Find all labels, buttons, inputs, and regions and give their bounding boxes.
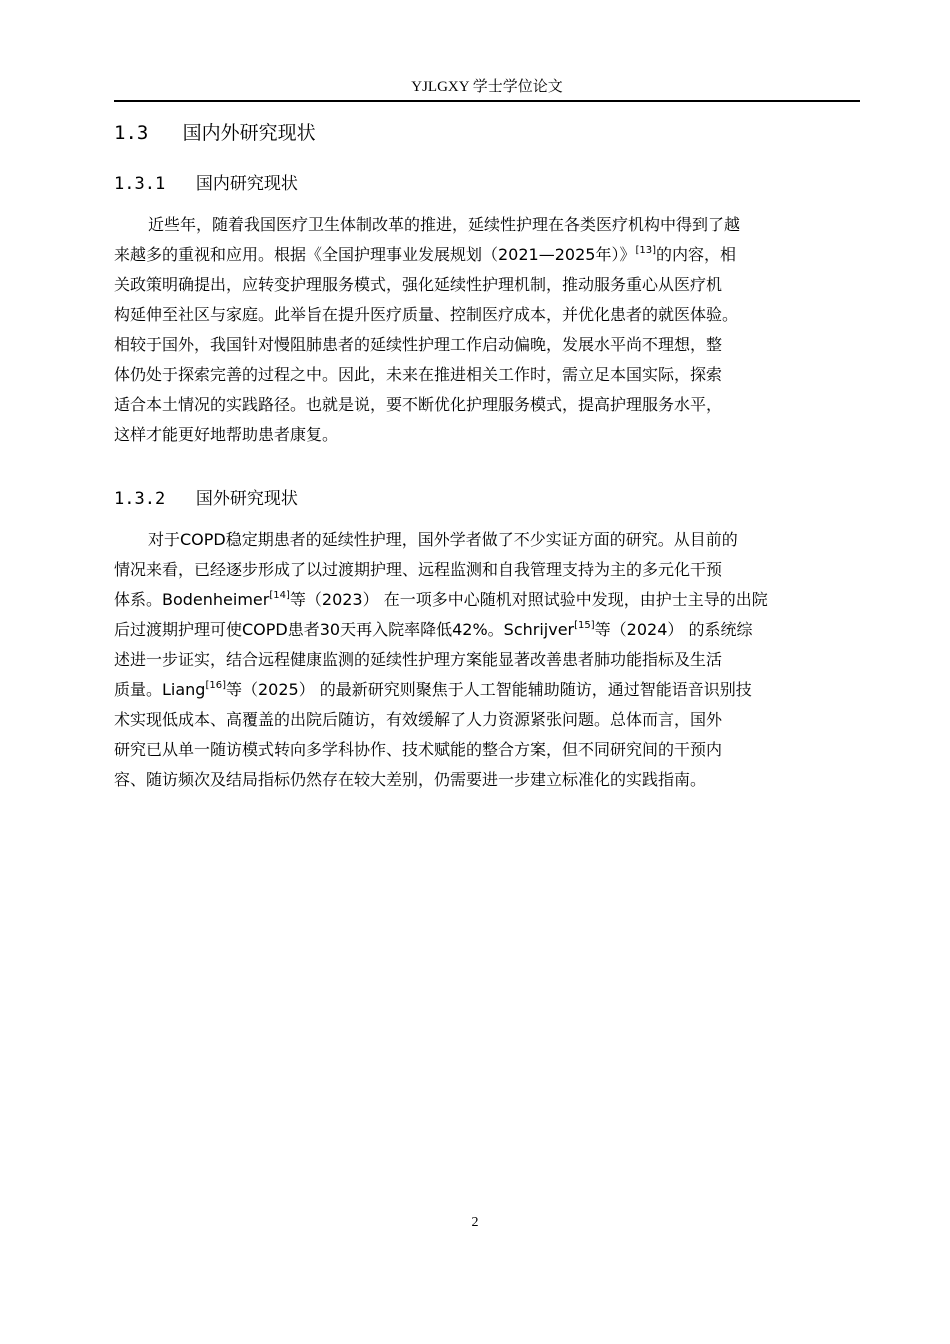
subsection-heading-domestic (114, 171, 298, 197)
paragraph-line: 对于COPD稳定期患者的延续性护理，国外学者做了不少实证方面的研究。从目前的 (148, 530, 738, 549)
section-number: 1.3 (114, 122, 149, 144)
subsection-title: 国外研究现状 (195, 489, 298, 509)
paragraph-line: 述进一步证实，结合远程健康监测的延续性护理方案能显著改善患者肺功能指标及生活 (114, 650, 723, 669)
subsection-number: 1.3.1 (114, 174, 166, 194)
page-number: 2 (471, 1215, 479, 1230)
paragraph-line (114, 585, 874, 615)
subsection-title: 国内研究现状 (195, 174, 298, 194)
citation-ref: [13] (635, 245, 656, 256)
paragraph-line: 构延伸至社区与家庭。此举旨在提升医疗质量、控制医疗成本，并优化患者的就医体验。 (114, 305, 739, 324)
paragraph-line: 关政策明确提出，应转变护理服务模式，强化延续性护理机制，推动服务重心从医疗机 (114, 275, 723, 294)
line-text: 等（2025） 的最新研究则聚焦于人工智能辅助随访，通过智能语音识别技 (226, 680, 752, 699)
header-rule (114, 100, 860, 102)
paragraph-line: 相较于国外，我国针对慢阻肺患者的延续性护理工作启动偏晚，发展水平尚不理想，整 (114, 335, 723, 354)
paragraph-line: 容、随访频次及结局指标仍然存在较大差别，仍需要进一步建立标准化的实践指南。 (114, 770, 707, 789)
paragraph-line (114, 675, 874, 705)
running-header: YJLGXY 学士学位论文 (411, 79, 563, 95)
paragraph-line: 术实现低成本、高覆盖的出院后随访，有效缓解了人力资源紧张问题。总体而言，国外 (114, 710, 723, 729)
paragraph-line: 适合本土情况的实践路径。也就是说，要不断优化护理服务模式，提高护理服务水平， (114, 395, 723, 414)
paragraph-line: 情况来看，已经逐步形成了以过渡期护理、远程监测和自我管理支持为主的多元化干预 (114, 560, 723, 579)
line-text: 来越多的重视和应用。根据《全国护理事业发展规划（2021—2025年）》 (114, 245, 636, 264)
line-text: 质量。Liang (114, 680, 206, 699)
paragraph-line (114, 240, 874, 270)
subsection-heading-foreign (114, 486, 298, 512)
line-text: 等（2024） 的系统综 (594, 620, 753, 639)
citation-ref: [15] (574, 620, 595, 631)
citation-ref: [14] (269, 590, 290, 601)
paragraph-line: 近些年，随着我国医疗卫生体制改革的推进，延续性护理在各类医疗机构中得到了越 (148, 215, 741, 234)
line-text: 后过渡期护理可使COPD患者30天再入院率降低42%。Schrijver (114, 620, 575, 639)
section-title: 国内外研究现状 (182, 122, 316, 144)
citation-ref: [16] (205, 680, 226, 691)
section-heading (114, 119, 316, 147)
paragraph-line: 研究已从单一随访模式转向多学科协作、技术赋能的整合方案，但不同研究间的干预内 (114, 740, 723, 759)
paragraph-line: 体仍处于探索完善的过程之中。因此，未来在推进相关工作时，需立足本国实际，探索 (114, 365, 723, 384)
paragraph-line: 这样才能更好地帮助患者康复。 (114, 425, 339, 444)
line-text: 等（2023） 在一项多中心随机对照试验中发现，由护士主导的出院 (289, 590, 768, 609)
subsection-number: 1.3.2 (114, 489, 166, 509)
paragraph-domestic (114, 210, 874, 450)
line-text: 的内容，相 (655, 245, 736, 264)
paragraph-foreign (114, 525, 874, 795)
paragraph-line (114, 615, 874, 645)
line-text: 体系。Bodenheimer (114, 590, 270, 609)
